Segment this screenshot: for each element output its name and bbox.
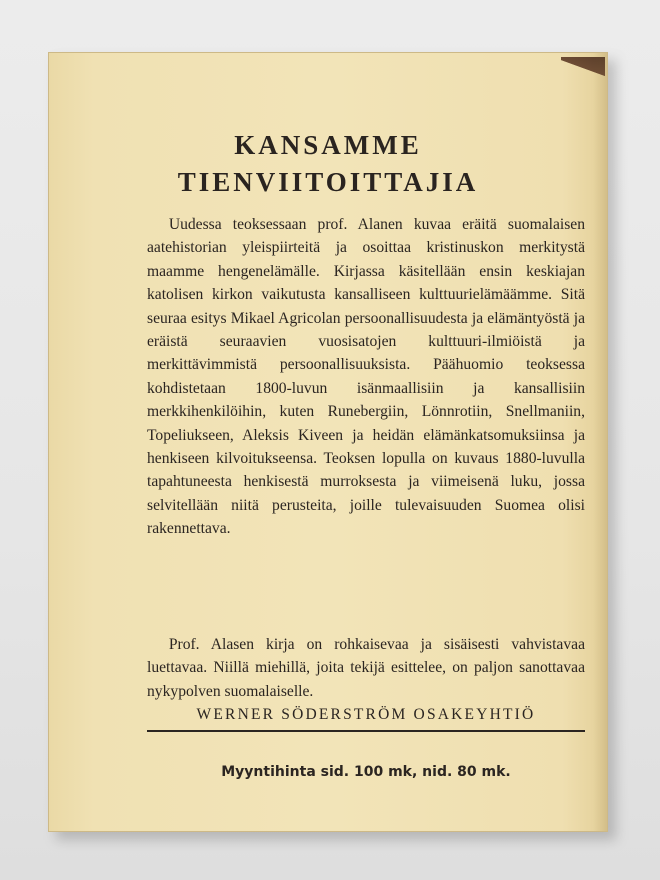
price-line: Myyntihinta sid. 100 mk, nid. 80 mk. <box>221 764 511 780</box>
title-line-2: TIENVIITOITTAJIA <box>177 167 479 197</box>
title-line-1: KANSAMME <box>234 130 422 160</box>
publisher-name: WERNER SÖDERSTRÖM OSAKEYHTIÖ <box>147 706 585 732</box>
description-paragraph-2: Prof. Alasen kirja on rohkaisevaa ja sisäisesti vahvistavaa luettavaa. Niillä miehillä, joita tekijä esittelee, on paljon sanottavaa nykypolven suomalaiselle. <box>147 636 585 700</box>
book-back-cover <box>48 52 608 832</box>
description-paragraph-1: Uudessa teoksessaan prof. Alanen kuvaa eräitä suomalaisen aatehistorian yleispiirteitä ja osoittaa kristinuskon merkitystä maamme hengenelämälle. Kirjassa käsitellään ensin keskiajan katolisen kirkon vaikutusta kansalliseen kulttuurielämäämme. Sitä seuraa esitys Mikael Agricolan persoonallisuudesta ja elämäntyöstä ja eräistä seuraavien vuosisatojen kulttuuri-ilmiöistä ja merkittävimmistä persoonallisuuksista. Päähuomio teoksessa kohdistetaan 1800-luvun isänmaallisiin ja kansallisiin merkkihenkilöihin, kuten Runebergiin, Lönnrotiin, Snellmaniin, Topeliukseen, Aleksis Kiveen ja heidän elämänkatsomuksiinsa ja henkiseen kilvoitukseensa. Teoksen lopulla on kuvaus 1880-luvulla tapahtuneesta henkisestä murroksesta ja viimeisenä luku, jossa selvitellään niitä perusteita, joille tulevaisuuden Suomea olisi rakennettava. <box>147 216 585 538</box>
